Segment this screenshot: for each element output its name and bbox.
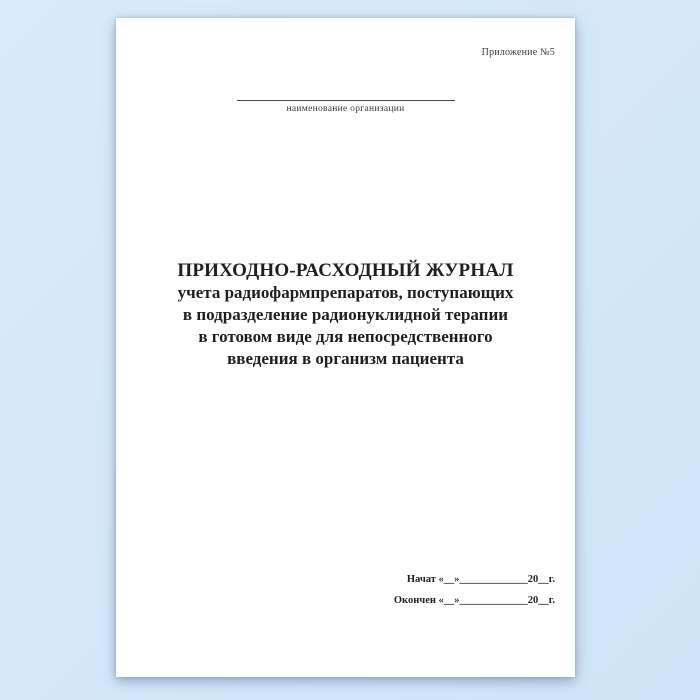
journal-title-block xyxy=(116,260,575,370)
organization-name-section xyxy=(116,82,575,114)
document-page xyxy=(116,18,575,677)
end-date-line: Окончен «__»_____________20__г. xyxy=(393,595,555,606)
journal-subtitle-line: введения в организм пациента xyxy=(227,349,464,368)
appendix-label: Приложение №5 xyxy=(481,47,555,58)
organization-name-line xyxy=(237,82,455,101)
organization-name-caption: наименование организации xyxy=(286,104,405,114)
journal-title-heading: ПРИХОДНО-РАСХОДНЫЙ ЖУРНАЛ xyxy=(177,260,514,281)
fill-in-dates-block xyxy=(394,574,555,616)
journal-subtitle-line: в готовом виде для непосредственного xyxy=(198,327,493,346)
journal-subtitle-line: учета радиофармпрепаратов, поступающих xyxy=(177,283,514,302)
journal-subtitle-line: в подразделение радионуклидной терапии xyxy=(182,305,509,324)
start-date-line: Начат «__»_____________20__г. xyxy=(406,574,555,585)
